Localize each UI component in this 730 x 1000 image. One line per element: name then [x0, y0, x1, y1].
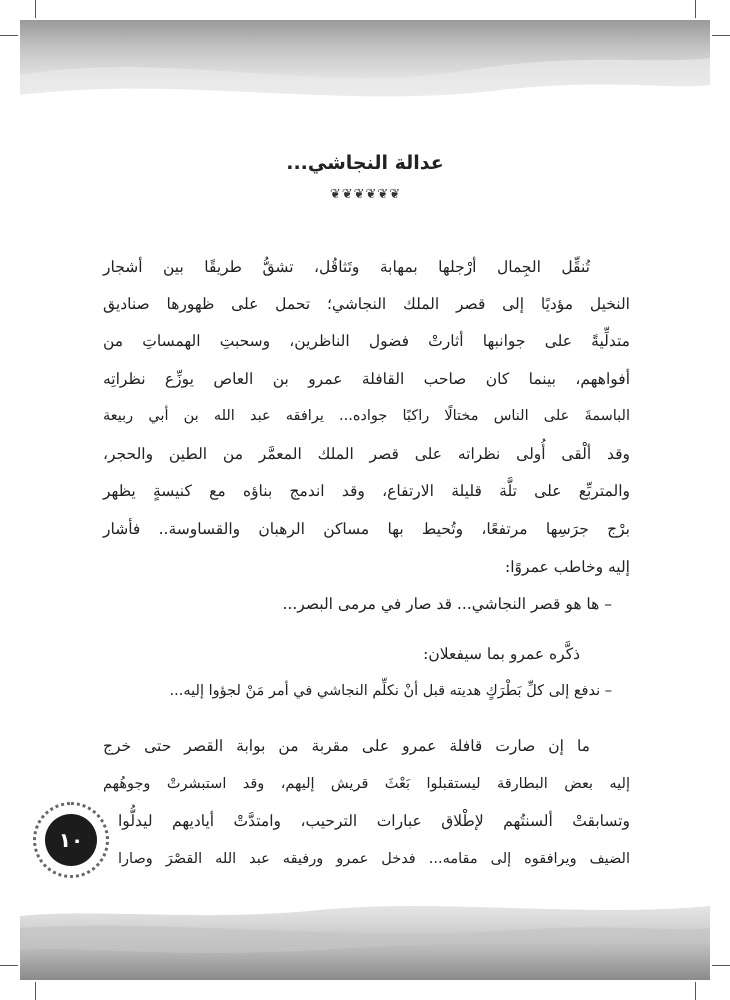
text-line: الباسمةَ على الناس مختالًا راكبًا جواده... يرافقه عبد الله بن أبي ربيعة: [103, 408, 630, 424]
page-number: ١٠: [45, 814, 97, 866]
crop-mark: [695, 982, 696, 1000]
dialogue-line: – ها هو قصر النجاشي... قد صار في مرمى البصر...: [282, 595, 612, 613]
crop-mark: [695, 0, 696, 18]
text-line: ذكَّره عمرو بما سيفعلان:: [423, 645, 580, 663]
page-number-badge: [33, 802, 109, 878]
crop-mark: [0, 35, 18, 36]
crop-mark: [35, 0, 36, 18]
text-line: وقد ألْقى أُولى نظراته على قصر الملك المعمَّر من الطين والحجر،: [103, 445, 630, 463]
crop-mark: [0, 965, 18, 966]
text-line: النخيل مؤديًا إلى قصر الملك النجاشي؛ تحمل على ظهورها صناديق: [103, 295, 630, 313]
chapter-title: عدالة النجاشي...: [286, 152, 444, 174]
text-line: إليه بعض البطارقة ليستقبلوا بَعْثَ قريش إليهم، وقد استبشرتْ وجوهُهم: [103, 776, 630, 792]
text-line: ما إن صارت قافلة عمرو على مقربة من بوابة القصر حتى خرج: [103, 737, 590, 755]
text-line: تُنقِّل الجِمال أرْجلها بمهابة وتَثاقُل، تشقُّ طريقًا بين أشجار: [103, 258, 590, 276]
text-line: إليه وخاطب عمروًا:: [505, 558, 630, 576]
text-line: الضيف ويرافقوه إلى مقامه... فدخل عمرو ورفيقه عبد الله القصْرَ وصارا: [118, 851, 630, 867]
text-line: والمتربِّع على تلَّة قليلة الارتفاع، وقد اندمج بناؤه مع كنيسةٍ يظهر: [103, 482, 630, 500]
crop-mark: [712, 35, 730, 36]
text-line: أفواههم، بينما كان صاحب القافلة عمرو بن العاص يوزِّع نظراتِه: [103, 370, 630, 388]
footer-wave-band: [20, 888, 710, 980]
dialogue-line: – ندفع إلى كلِّ بَطْرَكٍ هديته قبل أنْ نكلِّم النجاشي في أمر مَنْ لجؤوا إليه...: [169, 683, 612, 699]
text-line: متدلِّيةً على جوانبها أثارتْ فضول الناظرين، وسحبتِ الهمساتِ من: [103, 332, 630, 350]
text-line: وتسابقتْ ألسنتُهم لإطْلاق عبارات الترحيب، وامتدَّتْ أياديهم ليدلُّوا: [118, 812, 630, 830]
header-wave-band: [20, 20, 710, 112]
crop-mark: [712, 965, 730, 966]
crop-mark: [35, 982, 36, 1000]
ornament-divider: ❦❦❦❦❦❦: [329, 187, 402, 202]
text-line: برْج جرَسِها مرتفعًا، وتُحيط بها مساكن الرهبان والقساوسة.. فأشار: [103, 520, 630, 538]
